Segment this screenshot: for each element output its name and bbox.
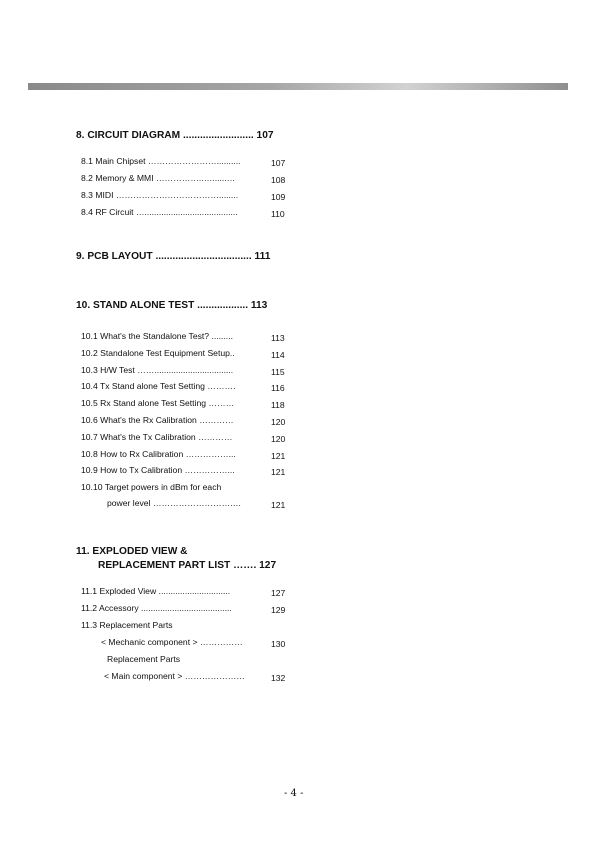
section-title-8: 8. CIRCUIT DIAGRAM ......................... 107 [76, 130, 274, 141]
section-title-11 [76, 545, 291, 573]
section-title-9[interactable]: 9. PCB LAYOUT .................................. 111 [76, 251, 271, 262]
page-number: - 4 - [284, 788, 304, 799]
section-title-11-line1: 11. EXPLODED VIEW & [76, 546, 188, 557]
header-bar [28, 83, 568, 90]
section-title-11-line2: REPLACEMENT PART LIST ……. 127 [98, 560, 277, 571]
section-title-10: 10. STAND ALONE TEST .................. 113 [76, 300, 268, 311]
